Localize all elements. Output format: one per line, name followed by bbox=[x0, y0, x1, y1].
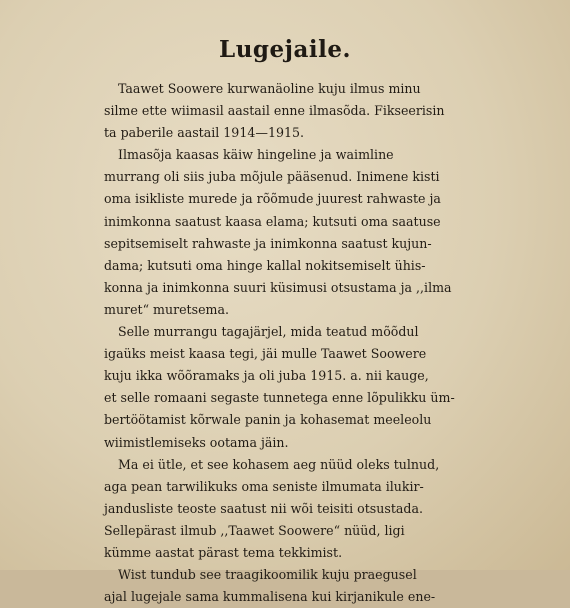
text-line: ajal lugejale sama kummalisena kui kirjanikule ene- bbox=[104, 589, 436, 605]
text-line: ta paberile aastail 1914—1915. bbox=[104, 125, 304, 141]
text-line: konna ja inimkonna suuri küsimusi otsustama ja ,,ilma bbox=[104, 279, 452, 295]
text-line: inimkonna saatust kaasa elama; kutsuti oma saatuse bbox=[104, 213, 441, 229]
text-line: Ilmasõja kaasas käiw hingeline ja waimline bbox=[118, 147, 394, 163]
text-line: murrang oli siis juba mõjule pääsenud. Inimene kisti bbox=[104, 169, 440, 185]
text-line: silme ette wiimasil aastail enne ilmasõda. Fikseerisin bbox=[104, 103, 445, 119]
text-line: et selle romaani segaste tunnetega enne lõpulikku üm- bbox=[104, 390, 455, 406]
text-line: jandusliste teoste saatust nii wõi teisiti otsustada. bbox=[104, 500, 423, 516]
paragraph-3 bbox=[86, 321, 458, 454]
text-line: kuju ikka wõõramaks ja oli juba 1915. a. nii kauge, bbox=[104, 368, 429, 384]
text-line: sepitsemiselt rahwaste ja inimkonna saatust kujun- bbox=[104, 235, 432, 251]
text-line: bertöötamist kõrwale panin ja kohasemat meeleolu bbox=[104, 412, 432, 428]
text-line: Selle murrangu tagajärjel, mida teatud mõõdul bbox=[118, 324, 419, 340]
text-line: kümme aastat pärast tema tekkimist. bbox=[104, 544, 343, 560]
paragraph-5 bbox=[86, 564, 458, 608]
page-title: Lugejaile. bbox=[219, 36, 351, 63]
text-line: muret“ muretsema. bbox=[104, 301, 229, 317]
text-line: Ma ei ütle, et see kohasem aeg nüüd oleks tulnud, bbox=[118, 456, 440, 472]
paragraph-2 bbox=[86, 144, 458, 321]
paragraph-4 bbox=[86, 454, 458, 564]
text-line: wiimistlemiseks ootama jäin. bbox=[104, 434, 289, 450]
text-line: dama; kutsuti oma hinge kallal nokitsemiselt ühis- bbox=[104, 257, 426, 273]
paragraph-1 bbox=[86, 78, 458, 144]
text-line: oma isikliste murede ja rõõmude juurest rahwaste ja bbox=[104, 191, 441, 207]
text-line: Sellepärast ilmub ,,Taawet Soowere“ nüüd, ligi bbox=[104, 522, 405, 538]
text-line: aga pean tarwilikuks oma seniste ilmumata ilukir- bbox=[104, 478, 424, 494]
text-line: Wist tundub see traagikoomilik kuju praegusel bbox=[118, 567, 417, 583]
text-line: Taawet Soowere kurwanäoline kuju ilmus minu bbox=[118, 81, 421, 96]
text-line: igaüks meist kaasa tegi, jäi mulle Taawet Soowere bbox=[104, 346, 427, 362]
body-text bbox=[86, 78, 458, 608]
